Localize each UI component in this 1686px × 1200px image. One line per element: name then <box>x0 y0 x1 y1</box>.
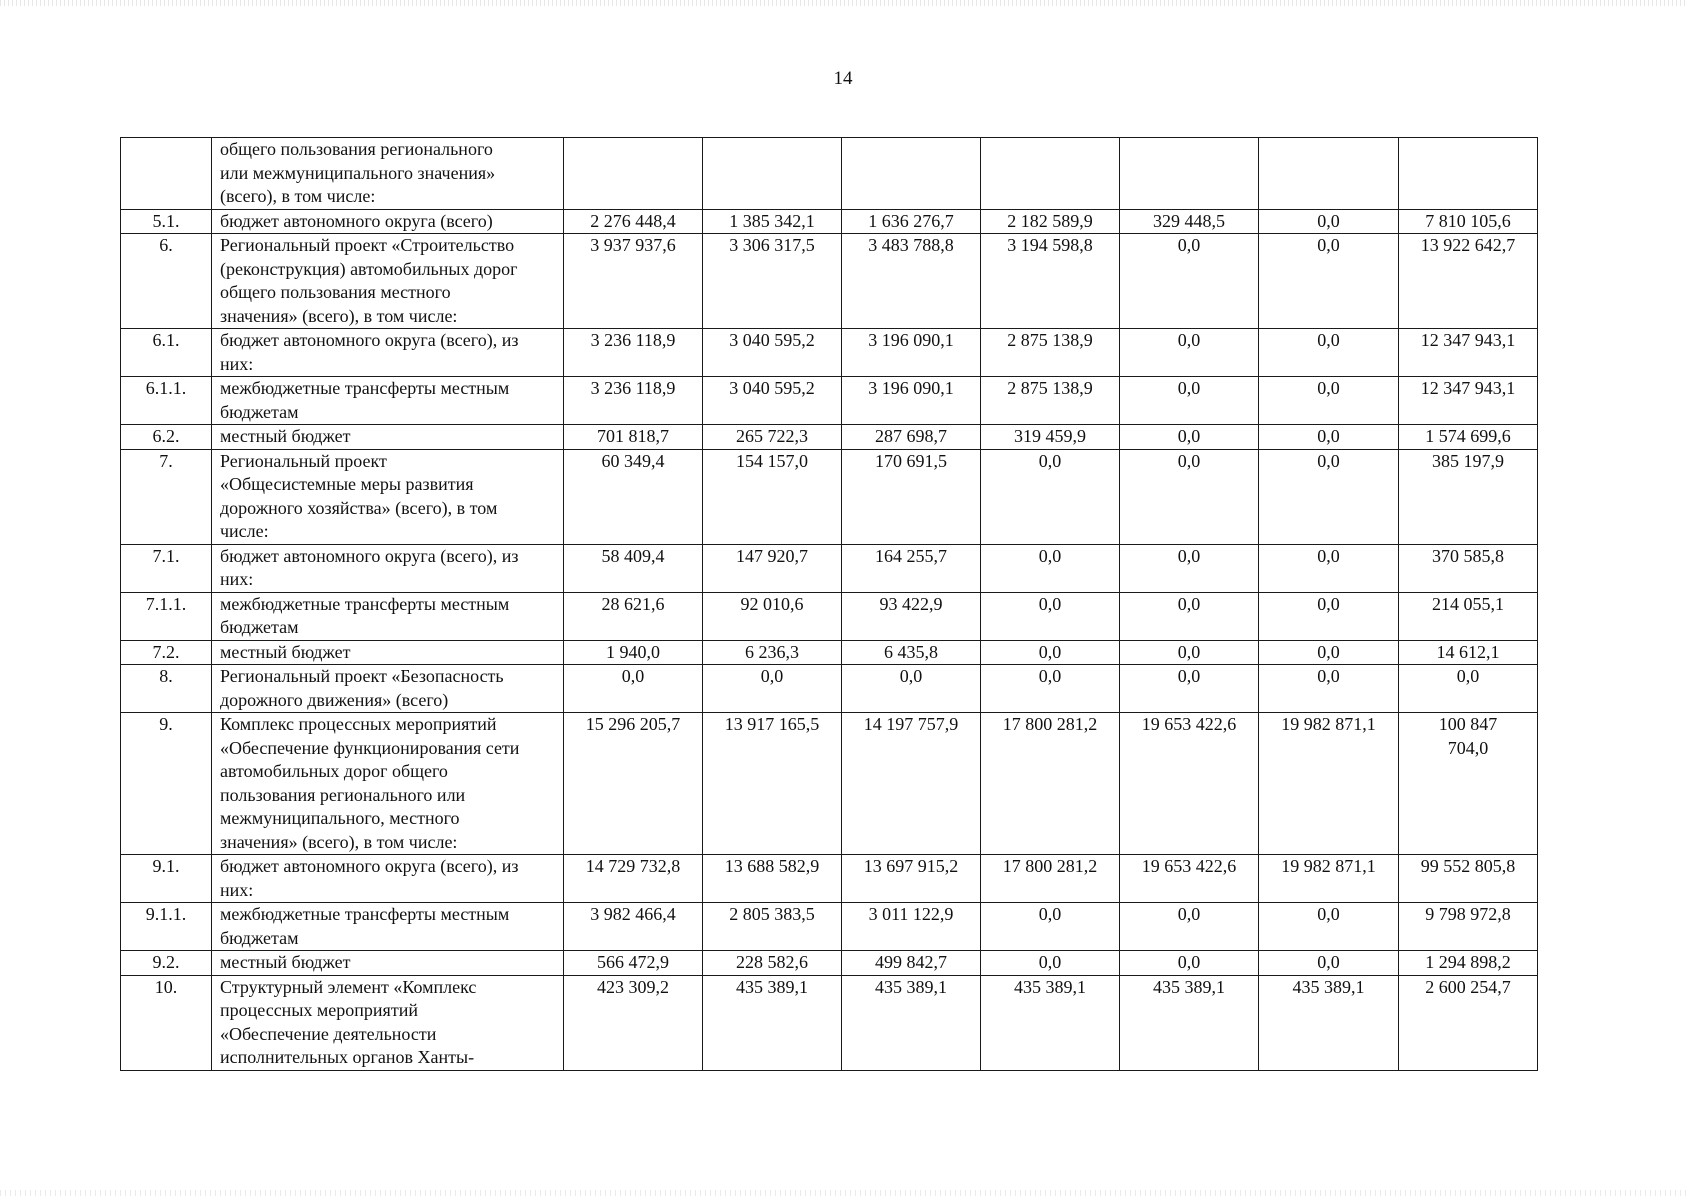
value-cell: 0,0 <box>1259 903 1399 951</box>
value-cell <box>564 138 703 210</box>
value-cell <box>703 138 842 210</box>
value-cell: 92 010,6 <box>703 592 842 640</box>
value-cell: 435 389,1 <box>1120 975 1259 1070</box>
value-cell: 0,0 <box>1120 377 1259 425</box>
table-row <box>121 138 1538 210</box>
value-cell: 1 294 898,2 <box>1399 951 1538 976</box>
row-description: Региональный проект «Строительство (реконструкция) автомобильных дорог общего пользования местного значения» (всего), в том числе: <box>212 234 564 329</box>
value-cell: 0,0 <box>981 544 1120 592</box>
value-cell: 0,0 <box>1120 951 1259 976</box>
value-cell: 0,0 <box>981 951 1120 976</box>
row-number: 8. <box>121 665 212 713</box>
value-cell: 13 688 582,9 <box>703 855 842 903</box>
value-cell: 214 055,1 <box>1399 592 1538 640</box>
row-description: местный бюджет <box>212 640 564 665</box>
value-cell: 19 653 422,6 <box>1120 713 1259 855</box>
row-description: Комплекс процессных мероприятий «Обеспечение функционирования сети автомобильных дорог общего пользования регионального или межмуниципального, местного значения» (всего), в том числе: <box>212 713 564 855</box>
value-cell: 93 422,9 <box>842 592 981 640</box>
row-number: 6.1. <box>121 329 212 377</box>
row-description: Региональный проект «Безопасность дорожного движения» (всего) <box>212 665 564 713</box>
value-cell: 287 698,7 <box>842 425 981 450</box>
value-cell: 3 236 118,9 <box>564 329 703 377</box>
value-cell: 0,0 <box>1120 329 1259 377</box>
row-number: 6. <box>121 234 212 329</box>
row-number: 9.1.1. <box>121 903 212 951</box>
value-cell: 499 842,7 <box>842 951 981 976</box>
value-cell: 6 435,8 <box>842 640 981 665</box>
value-cell: 0,0 <box>1399 665 1538 713</box>
row-number: 6.1.1. <box>121 377 212 425</box>
value-cell: 3 196 090,1 <box>842 329 981 377</box>
budget-table <box>120 137 1538 1071</box>
value-cell: 2 805 383,5 <box>703 903 842 951</box>
value-cell: 1 636 276,7 <box>842 209 981 234</box>
value-cell: 13 922 642,7 <box>1399 234 1538 329</box>
row-description: межбюджетные трансферты местным бюджетам <box>212 592 564 640</box>
table-row <box>121 855 1538 903</box>
value-cell: 14 729 732,8 <box>564 855 703 903</box>
row-description: межбюджетные трансферты местным бюджетам <box>212 903 564 951</box>
table-row <box>121 425 1538 450</box>
table-row <box>121 640 1538 665</box>
table-row <box>121 377 1538 425</box>
value-cell: 19 982 871,1 <box>1259 855 1399 903</box>
row-description: бюджет автономного округа (всего), из них: <box>212 329 564 377</box>
row-number: 7.1.1. <box>121 592 212 640</box>
row-number: 9. <box>121 713 212 855</box>
value-cell: 28 621,6 <box>564 592 703 640</box>
value-cell: 701 818,7 <box>564 425 703 450</box>
value-cell: 12 347 943,1 <box>1399 329 1538 377</box>
value-cell: 423 309,2 <box>564 975 703 1070</box>
value-cell: 0,0 <box>981 449 1120 544</box>
value-cell: 1 940,0 <box>564 640 703 665</box>
row-description: бюджет автономного округа (всего) <box>212 209 564 234</box>
value-cell: 0,0 <box>981 640 1120 665</box>
value-cell: 0,0 <box>1259 209 1399 234</box>
value-cell: 2 182 589,9 <box>981 209 1120 234</box>
value-cell: 14 612,1 <box>1399 640 1538 665</box>
value-cell: 3 937 937,6 <box>564 234 703 329</box>
row-description: местный бюджет <box>212 951 564 976</box>
value-cell: 0,0 <box>1259 592 1399 640</box>
value-cell: 3 982 466,4 <box>564 903 703 951</box>
value-cell: 0,0 <box>564 665 703 713</box>
value-cell: 0,0 <box>1259 951 1399 976</box>
value-cell: 3 194 598,8 <box>981 234 1120 329</box>
value-cell: 6 236,3 <box>703 640 842 665</box>
value-cell: 154 157,0 <box>703 449 842 544</box>
table-row <box>121 713 1538 855</box>
table-row <box>121 234 1538 329</box>
value-cell: 17 800 281,2 <box>981 855 1120 903</box>
value-cell: 0,0 <box>981 903 1120 951</box>
value-cell: 0,0 <box>981 592 1120 640</box>
value-cell: 164 255,7 <box>842 544 981 592</box>
table-row <box>121 329 1538 377</box>
value-cell: 100 847 704,0 <box>1399 713 1538 855</box>
row-description: местный бюджет <box>212 425 564 450</box>
value-cell: 0,0 <box>1259 640 1399 665</box>
value-cell: 3 236 118,9 <box>564 377 703 425</box>
value-cell: 3 483 788,8 <box>842 234 981 329</box>
table-row <box>121 665 1538 713</box>
value-cell: 566 472,9 <box>564 951 703 976</box>
row-description: бюджет автономного округа (всего), из них: <box>212 855 564 903</box>
value-cell: 385 197,9 <box>1399 449 1538 544</box>
value-cell: 58 409,4 <box>564 544 703 592</box>
value-cell: 147 920,7 <box>703 544 842 592</box>
value-cell: 3 040 595,2 <box>703 329 842 377</box>
value-cell: 265 722,3 <box>703 425 842 450</box>
value-cell: 2 875 138,9 <box>981 329 1120 377</box>
value-cell: 0,0 <box>703 665 842 713</box>
value-cell: 0,0 <box>842 665 981 713</box>
value-cell: 9 798 972,8 <box>1399 903 1538 951</box>
value-cell: 0,0 <box>1259 665 1399 713</box>
value-cell <box>1399 138 1538 210</box>
value-cell: 170 691,5 <box>842 449 981 544</box>
value-cell: 0,0 <box>1120 592 1259 640</box>
value-cell: 13 697 915,2 <box>842 855 981 903</box>
value-cell: 12 347 943,1 <box>1399 377 1538 425</box>
value-cell: 228 582,6 <box>703 951 842 976</box>
table-row <box>121 951 1538 976</box>
value-cell: 435 389,1 <box>703 975 842 1070</box>
value-cell: 3 011 122,9 <box>842 903 981 951</box>
table-row <box>121 449 1538 544</box>
value-cell: 0,0 <box>1259 449 1399 544</box>
value-cell: 0,0 <box>1120 425 1259 450</box>
row-number: 6.2. <box>121 425 212 450</box>
row-number: 9.2. <box>121 951 212 976</box>
table-row <box>121 544 1538 592</box>
value-cell: 435 389,1 <box>1259 975 1399 1070</box>
value-cell <box>981 138 1120 210</box>
value-cell: 1 574 699,6 <box>1399 425 1538 450</box>
value-cell: 0,0 <box>1259 377 1399 425</box>
row-description: межбюджетные трансферты местным бюджетам <box>212 377 564 425</box>
value-cell: 2 875 138,9 <box>981 377 1120 425</box>
table-body <box>121 138 1538 1071</box>
row-number: 5.1. <box>121 209 212 234</box>
row-description: Региональный проект «Общесистемные меры развития дорожного хозяйства» (всего), в том числе: <box>212 449 564 544</box>
scan-edge-bottom <box>0 1190 1686 1196</box>
value-cell: 0,0 <box>1120 544 1259 592</box>
row-description: Структурный элемент «Комплекс процессных мероприятий «Обеспечение деятельности исполнительных органов Ханты- <box>212 975 564 1070</box>
row-description: общего пользования регионального или межмуниципального значения» (всего), в том числе: <box>212 138 564 210</box>
table-row <box>121 903 1538 951</box>
value-cell: 2 600 254,7 <box>1399 975 1538 1070</box>
table-row <box>121 975 1538 1070</box>
value-cell: 0,0 <box>1259 544 1399 592</box>
table-row <box>121 592 1538 640</box>
value-cell: 13 917 165,5 <box>703 713 842 855</box>
value-cell: 15 296 205,7 <box>564 713 703 855</box>
value-cell: 14 197 757,9 <box>842 713 981 855</box>
value-cell: 19 653 422,6 <box>1120 855 1259 903</box>
value-cell: 60 349,4 <box>564 449 703 544</box>
value-cell <box>1259 138 1399 210</box>
value-cell: 0,0 <box>1259 234 1399 329</box>
value-cell <box>842 138 981 210</box>
value-cell: 0,0 <box>1120 234 1259 329</box>
value-cell: 435 389,1 <box>981 975 1120 1070</box>
row-number: 10. <box>121 975 212 1070</box>
value-cell <box>1120 138 1259 210</box>
row-number <box>121 138 212 210</box>
row-number: 7.1. <box>121 544 212 592</box>
value-cell: 1 385 342,1 <box>703 209 842 234</box>
value-cell: 0,0 <box>1120 903 1259 951</box>
value-cell: 0,0 <box>1120 640 1259 665</box>
value-cell: 17 800 281,2 <box>981 713 1120 855</box>
value-cell: 0,0 <box>1259 425 1399 450</box>
scan-edge-top <box>0 0 1686 6</box>
row-number: 7. <box>121 449 212 544</box>
value-cell: 19 982 871,1 <box>1259 713 1399 855</box>
row-number: 7.2. <box>121 640 212 665</box>
table-row <box>121 209 1538 234</box>
value-cell: 0,0 <box>1120 665 1259 713</box>
value-cell: 99 552 805,8 <box>1399 855 1538 903</box>
value-cell: 370 585,8 <box>1399 544 1538 592</box>
row-number: 9.1. <box>121 855 212 903</box>
value-cell: 7 810 105,6 <box>1399 209 1538 234</box>
value-cell: 3 040 595,2 <box>703 377 842 425</box>
value-cell: 2 276 448,4 <box>564 209 703 234</box>
value-cell: 3 306 317,5 <box>703 234 842 329</box>
value-cell: 329 448,5 <box>1120 209 1259 234</box>
value-cell: 0,0 <box>981 665 1120 713</box>
page-number: 14 <box>833 68 853 89</box>
value-cell: 435 389,1 <box>842 975 981 1070</box>
value-cell: 0,0 <box>1259 329 1399 377</box>
value-cell: 0,0 <box>1120 449 1259 544</box>
row-description: бюджет автономного округа (всего), из них: <box>212 544 564 592</box>
value-cell: 319 459,9 <box>981 425 1120 450</box>
value-cell: 3 196 090,1 <box>842 377 981 425</box>
